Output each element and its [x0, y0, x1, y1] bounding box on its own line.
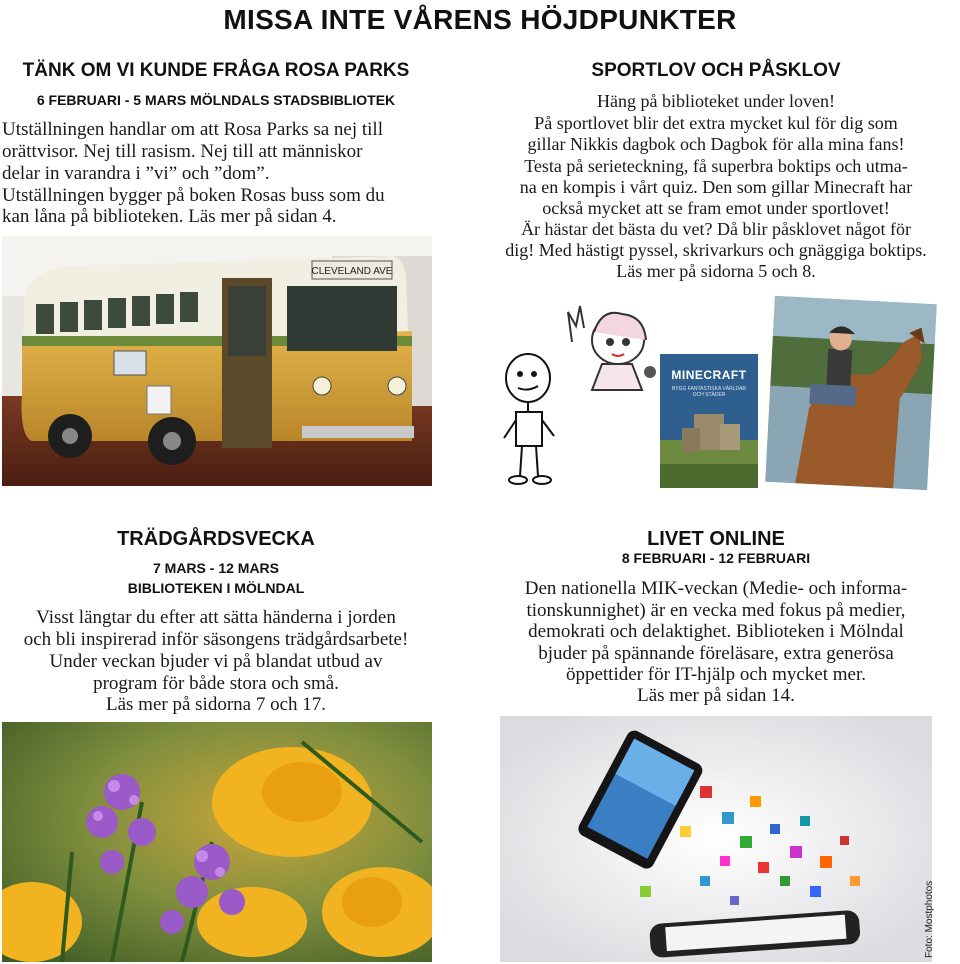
rosa-text-line-3: delar in varandra i ”vi” och ”dom”. — [2, 163, 270, 184]
tradgard-text-line-1: Visst längtar du efter att sätta händerna i jorden — [36, 607, 396, 628]
sportlov-text-line-3: gillar Nikkis dagbok och Dagbok för alla mina fans! — [527, 134, 905, 154]
tradgard-subtitle-place: BIBLIOTEKEN I MÖLNDAL — [127, 580, 305, 596]
sportlov-text-line-8: dig! Med hästigt pyssel, skrivarkurs och gnäggiga boktips. — [505, 240, 927, 260]
tradgard-text-line-3: Under veckan bjuder vi på blandat utbud av — [49, 651, 383, 672]
photo-credit: Foto: Mostphotos — [924, 880, 935, 958]
rosa-title: TÄNK OM VI KUNDE FRÅGA ROSA PARKS — [22, 60, 410, 81]
rosa-text-line-2: orättvisor. Nej till rasism. Nej till att människor — [2, 141, 363, 162]
tradgard-text-line-4: program för både stora och små. — [93, 673, 339, 694]
sportlov-text-line-4: Testa på serieteckning, få superbra boktips och utma- — [524, 156, 908, 176]
sportlov-text-line-9: Läs mer på sidorna 5 och 8. — [616, 261, 816, 281]
online-text-line-4: bjuder på spännande föreläsare, extra generösa — [538, 643, 894, 664]
sportlov-title: SPORTLOV OCH PÅSKLOV — [591, 60, 841, 81]
sportlov-text-line-2: På sportlovet blir det extra mycket kul för dig som — [534, 113, 898, 133]
bus-photo — [2, 236, 432, 486]
minecraft-cover-title: MINECRAFT — [671, 368, 747, 382]
online-text-line-1: Den nationella MIK-veckan (Medie- och informa- — [524, 578, 908, 599]
sportlov-text-line-5: na en kompis i vårt quiz. Den som gillar Minecraft har — [519, 177, 913, 197]
tradgard-title: TRÄDGÅRDSVECKA — [117, 528, 315, 550]
online-text-line-5: öppettider för IT-hjälp och mycket mer. — [565, 664, 867, 685]
bus-illustration — [2, 236, 432, 486]
sportlov-text-line-1: Häng på biblioteket under loven! — [597, 91, 835, 111]
sportlov-text-line-6: också mycket att se fram emot under sportlovet! — [542, 198, 890, 218]
devices-photo — [500, 716, 932, 962]
online-subtitle: 8 FEBRUARI - 12 FEBRUARI — [621, 550, 811, 566]
online-text-line-2: tionskunnighet) är en vecka med fokus på medier, — [526, 600, 906, 621]
bus-sign: CLEVELAND AVE — [311, 266, 393, 277]
rosa-text-line-5: kan låna på biblioteken. Läs mer på sidan 4. — [2, 206, 337, 227]
rosa-text-line-1: Utställningen handlar om att Rosa Parks sa nej till — [2, 119, 383, 140]
minecraft-book-cover — [660, 354, 758, 488]
page-title: MISSA INTE VÅRENS HÖJDPUNKTER — [223, 4, 737, 35]
minecraft-cover-subtitle: BYGG FANTASTISKA VÄRLDAR OCH STÄDER — [671, 386, 747, 398]
rosa-text-line-4: Utställningen bygger på boken Rosas buss som du — [2, 185, 385, 206]
flower-photo — [2, 722, 432, 962]
wimpy-kid-illustration — [498, 350, 568, 490]
online-text-line-3: demokrati och delaktighet. Biblioteken i Mölndal — [528, 621, 904, 642]
tradgard-text-line-5: Läs mer på sidorna 7 och 17. — [105, 694, 327, 715]
online-title: LIVET ONLINE — [647, 528, 785, 550]
rosa-subtitle: 6 FEBRUARI - 5 MARS MÖLNDALS STADSBIBLIOTEK — [36, 92, 396, 108]
sportlov-text-line-7: Är hästar det bästa du vet? Då blir påsklovet något för — [521, 219, 911, 239]
nikki-illustration — [562, 302, 662, 394]
tradgard-subtitle-date: 7 MARS - 12 MARS — [152, 560, 280, 576]
tradgard-text-line-2: och bli inspirerad inför säsongens trädgårdsarbete! — [23, 629, 409, 650]
online-text-line-6: Läs mer på sidan 14. — [637, 685, 795, 706]
horse-photo — [765, 296, 937, 490]
